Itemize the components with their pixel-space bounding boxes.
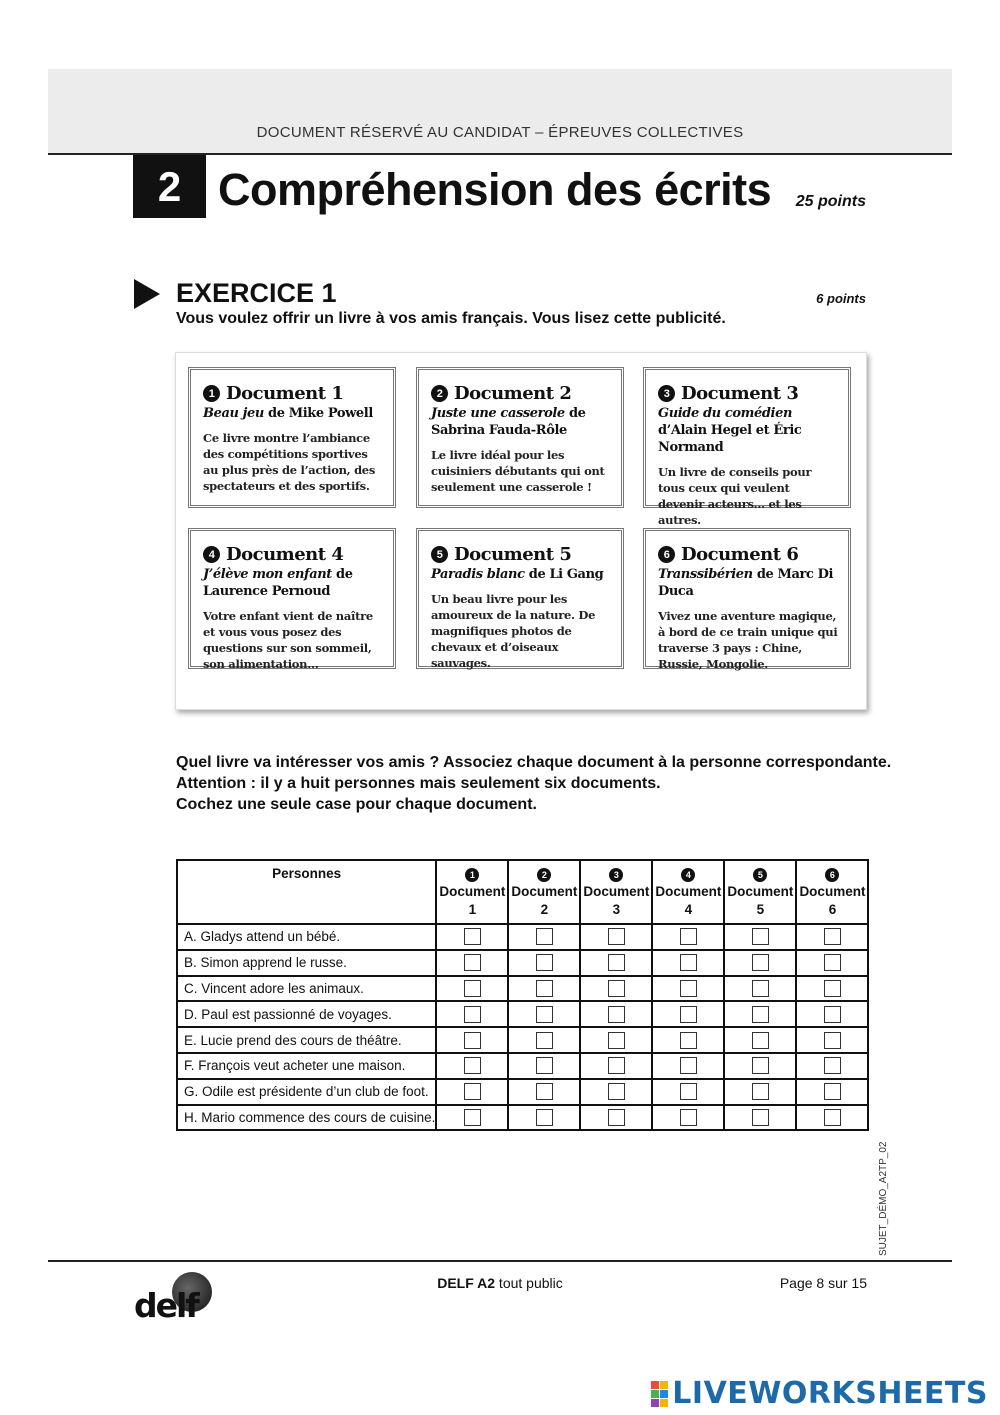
checkbox[interactable] xyxy=(464,980,481,997)
checkbox[interactable] xyxy=(752,980,769,997)
document-card-3 xyxy=(643,367,851,527)
person-label: H. Mario commence des cours de cuisine. xyxy=(177,1105,436,1131)
document-label: Document 4 xyxy=(226,544,344,565)
document-code: SUJET_DÉMO_A2TP_02 xyxy=(878,1141,889,1256)
reserved-notice: DOCUMENT RÉSERVÉ AU CANDIDAT – ÉPREUVES COLLECTIVES xyxy=(256,124,744,141)
checkbox[interactable] xyxy=(824,954,841,971)
document-description: Votre enfant vient de naître et vous vous posez des questions sur son sommeil, son alimentation… xyxy=(203,609,373,671)
number-5-icon: 5 xyxy=(753,868,767,882)
number-2-icon: 2 xyxy=(537,868,551,882)
instruction-line: Quel livre va intéresser vos amis ? Associez chaque document à la personne correspondante. xyxy=(176,754,892,771)
footer-exam: DELF A2 tout public xyxy=(437,1275,563,1291)
checkbox[interactable] xyxy=(608,1083,625,1100)
document-description: Un beau livre pour les amoureux de la nature. De magnifiques photos de chevaux et d’oiseaux sauvages. xyxy=(431,592,596,670)
checkbox[interactable] xyxy=(608,954,625,971)
book-title: Juste une casserole xyxy=(431,406,565,421)
book-title: Guide du comédien xyxy=(658,406,793,421)
checkbox[interactable] xyxy=(752,1109,769,1126)
column-header-5: 5 Document 5 xyxy=(724,860,796,924)
checkbox[interactable] xyxy=(752,1083,769,1100)
liveworksheets-icon xyxy=(651,1381,668,1407)
checkbox[interactable] xyxy=(464,1006,481,1023)
document-description: Un livre de conseils pour tous ceux qui veulent devenir acteurs… et les autres. xyxy=(658,465,812,527)
instructions xyxy=(176,752,891,815)
checkbox[interactable] xyxy=(536,1083,553,1100)
column-header-2: 2 Document 2 xyxy=(508,860,580,924)
table-row xyxy=(177,1053,868,1079)
book-title: Transsibérien xyxy=(658,567,753,582)
exercise-title: EXERCICE 1 xyxy=(176,278,337,308)
number-2-icon: 2 xyxy=(431,385,448,402)
instruction-line: Cochez une seule case pour chaque document. xyxy=(176,796,537,813)
page-number: Page 8 sur 15 xyxy=(779,1275,867,1291)
checkbox[interactable] xyxy=(680,928,697,945)
checkbox[interactable] xyxy=(536,928,553,945)
number-1-icon: 1 xyxy=(465,868,479,882)
document-card-6 xyxy=(643,528,851,669)
checkbox[interactable] xyxy=(752,928,769,945)
book-author: de Laurence Pernoud xyxy=(203,567,353,599)
checkbox[interactable] xyxy=(464,1032,481,1049)
number-5-icon: 5 xyxy=(431,546,448,563)
number-6-icon: 6 xyxy=(825,868,839,882)
exercise-intro: Vous voulez offrir un livre à vos amis français. Vous lisez cette publicité. xyxy=(176,310,726,327)
number-6-icon: 6 xyxy=(658,546,675,563)
checkbox[interactable] xyxy=(680,1083,697,1100)
number-3-icon: 3 xyxy=(658,385,675,402)
checkbox[interactable] xyxy=(608,980,625,997)
table-row xyxy=(177,1001,868,1027)
footer-divider xyxy=(48,1260,952,1262)
book-title: Beau jeu xyxy=(203,406,264,421)
person-label: D. Paul est passionné de voyages. xyxy=(177,1001,436,1027)
book-author: d’Alain Hegel et Éric Normand xyxy=(658,423,802,455)
checkbox[interactable] xyxy=(536,1032,553,1049)
checkbox[interactable] xyxy=(824,928,841,945)
document-description: Vivez une aventure magique, à bord de ce train unique qui traverse 3 pays : Chine, Russie, Mongolie. xyxy=(658,609,838,671)
checkbox[interactable] xyxy=(824,1083,841,1100)
instruction-line: Attention : il y a huit personnes mais seulement six documents. xyxy=(176,775,661,792)
table-row xyxy=(177,1105,868,1131)
checkbox[interactable] xyxy=(464,954,481,971)
book-title: J’élève mon enfant xyxy=(203,567,332,582)
liveworksheets-logo xyxy=(651,1376,988,1411)
checkbox[interactable] xyxy=(824,1057,841,1074)
table-row xyxy=(177,1027,868,1053)
number-4-icon: 4 xyxy=(681,868,695,882)
checkbox[interactable] xyxy=(608,928,625,945)
checkbox[interactable] xyxy=(608,1109,625,1126)
document-description: Ce livre montre l’ambiance des compétitions sportives au plus près de l’action, des spectateurs et des sportifs. xyxy=(203,431,375,493)
checkbox[interactable] xyxy=(752,1057,769,1074)
table-row xyxy=(177,976,868,1002)
checkbox[interactable] xyxy=(464,1083,481,1100)
checkbox[interactable] xyxy=(824,980,841,997)
checkbox[interactable] xyxy=(536,980,553,997)
book-author: de Li Gang xyxy=(524,567,604,582)
document-description: Le livre idéal pour les cuisiniers débutants qui ont seulement une casserole ! xyxy=(431,448,605,494)
liveworksheets-wordmark: LIVEWORKSHEETS xyxy=(672,1376,988,1411)
checkbox[interactable] xyxy=(824,1006,841,1023)
checkbox[interactable] xyxy=(752,954,769,971)
checkbox[interactable] xyxy=(608,1057,625,1074)
document-label: Document 2 xyxy=(454,383,572,404)
grid-header-row xyxy=(177,860,868,924)
person-label: A. Gladys attend un bébé. xyxy=(177,924,436,950)
checkbox[interactable] xyxy=(464,1057,481,1074)
document-label: Document 1 xyxy=(226,383,344,404)
table-row xyxy=(177,924,868,950)
document-label: Document 6 xyxy=(681,544,799,565)
number-3-icon: 3 xyxy=(609,868,623,882)
table-row xyxy=(177,1079,868,1105)
play-arrow-icon xyxy=(134,279,160,309)
checkbox[interactable] xyxy=(680,980,697,997)
book-title: Paradis blanc xyxy=(431,567,525,582)
person-label: C. Vincent adore les animaux. xyxy=(177,976,436,1002)
column-header-1: 1 Document 1 xyxy=(436,860,508,924)
checkbox[interactable] xyxy=(824,1109,841,1126)
section-number: 2 xyxy=(133,155,206,218)
checkbox[interactable] xyxy=(824,1032,841,1049)
checkbox[interactable] xyxy=(536,1057,553,1074)
column-header-6: 6 Document 6 xyxy=(796,860,868,924)
section-points: 25 points xyxy=(795,193,866,210)
exercise-points: 6 points xyxy=(816,291,866,306)
checkbox[interactable] xyxy=(536,1109,553,1126)
answer-grid xyxy=(176,859,869,1131)
book-author: de Mike Powell xyxy=(263,406,373,421)
person-label: B. Simon apprend le russe. xyxy=(177,950,436,976)
persons-header: Personnes xyxy=(177,860,436,924)
header-band xyxy=(48,69,952,155)
person-label: G. Odile est présidente d’un club de foot. xyxy=(177,1079,436,1105)
number-4-icon: 4 xyxy=(203,546,220,563)
checkbox[interactable] xyxy=(608,1032,625,1049)
checkbox[interactable] xyxy=(680,954,697,971)
checkbox[interactable] xyxy=(680,1006,697,1023)
checkbox[interactable] xyxy=(536,954,553,971)
checkbox[interactable] xyxy=(752,1006,769,1023)
column-header-4: 4 Document 4 xyxy=(652,860,724,924)
book-author: de Sabrina Fauda-Rôle xyxy=(431,406,586,438)
section-title: Compréhension des écrits xyxy=(218,164,772,215)
checkbox[interactable] xyxy=(680,1057,697,1074)
table-row xyxy=(177,950,868,976)
checkbox[interactable] xyxy=(536,1006,553,1023)
column-header-3: 3 Document 3 xyxy=(580,860,652,924)
document-card-4 xyxy=(188,528,396,669)
checkbox[interactable] xyxy=(752,1032,769,1049)
person-label: E. Lucie prend des cours de théâtre. xyxy=(177,1027,436,1053)
document-label: Document 5 xyxy=(454,544,572,565)
delf-wordmark: delf xyxy=(134,1286,198,1325)
checkbox[interactable] xyxy=(608,1006,625,1023)
checkbox[interactable] xyxy=(680,1032,697,1049)
checkbox[interactable] xyxy=(464,928,481,945)
document-card-2 xyxy=(416,367,624,508)
book-author: de Marc Di Duca xyxy=(658,567,834,599)
advertisement-panel xyxy=(175,352,867,710)
document-label: Document 3 xyxy=(681,383,799,404)
document-card-5 xyxy=(416,528,624,669)
number-1-icon: 1 xyxy=(203,385,220,402)
document-card-1 xyxy=(188,367,396,508)
checkbox[interactable] xyxy=(680,1109,697,1126)
checkbox[interactable] xyxy=(464,1109,481,1126)
person-label: F. François veut acheter une maison. xyxy=(177,1053,436,1079)
